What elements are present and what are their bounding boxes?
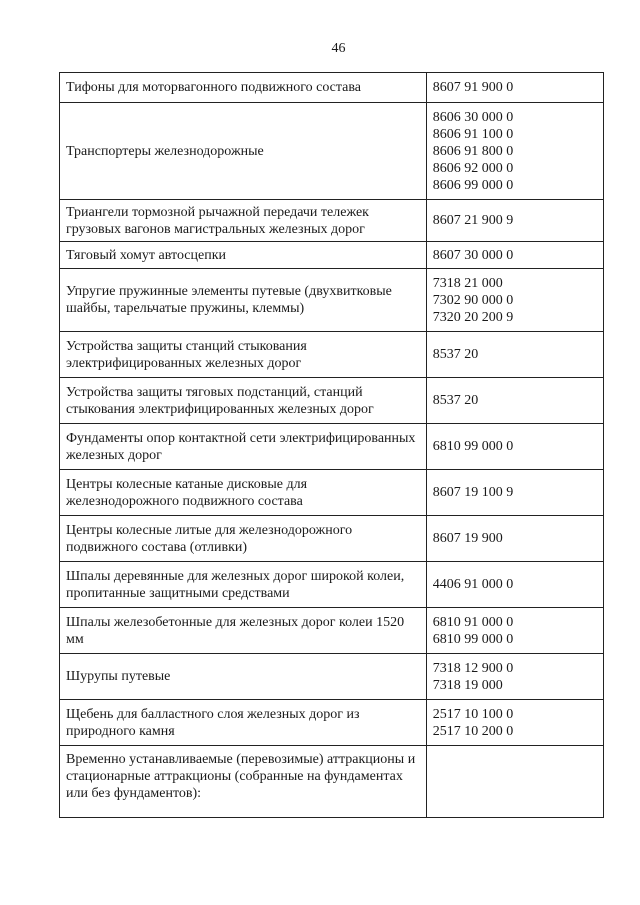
item-codes — [426, 562, 603, 608]
item-name: Тяговый хомут автосцепки — [60, 242, 427, 269]
item-name: Шпалы железобетонные для железных дорог колеи 1520 мм — [60, 608, 427, 654]
table-row — [60, 103, 604, 200]
item-name: Упругие пружинные элементы путевые (двухвитковые шайбы, тарельчатые пружины, клеммы) — [60, 269, 427, 332]
code-value: 8607 19 100 9 — [432, 485, 514, 500]
item-codes — [426, 378, 603, 424]
code-value: 2517 10 200 0 — [432, 723, 514, 739]
code-value: 8606 99 000 0 — [432, 177, 514, 193]
item-codes — [426, 654, 603, 700]
item-name: Триангели тормозной рычажной передачи тележек грузовых вагонов магистральных железных дорог — [60, 200, 427, 242]
item-name: Щебень для балластного слоя железных дорог из природного камня — [60, 700, 427, 746]
code-value: 6810 99 000 0 — [432, 439, 514, 454]
item-codes — [426, 516, 603, 562]
code-value: 7320 20 200 9 — [432, 309, 514, 325]
item-codes — [426, 470, 603, 516]
code-value: 8606 92 000 0 — [432, 160, 514, 176]
item-codes — [426, 269, 603, 332]
table-row — [60, 516, 604, 562]
code-value: 8606 91 800 0 — [432, 143, 514, 159]
table-row — [60, 269, 604, 332]
item-codes — [426, 73, 603, 103]
item-codes — [426, 608, 603, 654]
table-row — [60, 424, 604, 470]
code-value: 8606 91 100 0 — [432, 126, 514, 142]
item-codes — [426, 103, 603, 200]
item-name: Временно устанавливаемые (перевозимые) аттракционы и стационарные аттракционы (собранные на фундаментах или без фундаментов): — [60, 746, 427, 818]
code-value: 8607 19 900 — [432, 531, 503, 546]
item-codes — [426, 424, 603, 470]
code-value: 7318 19 000 — [432, 677, 503, 693]
code-value: 8537 20 — [432, 393, 479, 408]
item-name: Центры колесные катаные дисковые для железнодорожного подвижного состава — [60, 470, 427, 516]
item-name: Шурупы путевые — [60, 654, 427, 700]
code-value: 7318 12 900 0 — [432, 660, 514, 676]
item-name: Шпалы деревянные для железных дорог широкой колеи, пропитанные защитными средствами — [60, 562, 427, 608]
code-value: 8537 20 — [432, 347, 479, 362]
table-row — [60, 470, 604, 516]
item-name: Транспортеры железнодорожные — [60, 103, 427, 200]
code-value: 8607 21 900 9 — [432, 213, 514, 228]
code-value: 8607 91 900 0 — [432, 80, 514, 95]
code-value: 7302 90 000 0 — [432, 292, 514, 308]
item-name: Устройства защиты тяговых подстанций, станций стыкования электрифицированных железных дорог — [60, 378, 427, 424]
table-row — [60, 654, 604, 700]
code-value: 6810 91 000 0 — [432, 614, 514, 630]
item-codes — [426, 200, 603, 242]
item-codes — [426, 746, 603, 818]
item-codes — [426, 242, 603, 269]
table-row — [60, 746, 604, 818]
table-row — [60, 700, 604, 746]
item-name: Тифоны для моторвагонного подвижного состава — [60, 73, 427, 103]
table-row — [60, 562, 604, 608]
table-row — [60, 73, 604, 103]
item-name: Фундаменты опор контактной сети электрифицированных железных дорог — [60, 424, 427, 470]
item-codes — [426, 700, 603, 746]
code-value: 6810 99 000 0 — [432, 631, 514, 647]
item-name: Устройства защиты станций стыкования электрифицированных железных дорог — [60, 332, 427, 378]
code-value: 7318 21 000 — [432, 275, 503, 291]
code-value: 8606 30 000 0 — [432, 109, 514, 125]
code-value: 4406 91 000 0 — [432, 577, 514, 592]
page-number: 46 — [331, 41, 346, 56]
table-row — [60, 378, 604, 424]
code-value: 8607 30 000 0 — [432, 247, 514, 263]
table-row — [60, 242, 604, 269]
code-value: 2517 10 100 0 — [432, 706, 514, 722]
item-codes — [426, 332, 603, 378]
item-name: Центры колесные литые для железнодорожного подвижного состава (отливки) — [60, 516, 427, 562]
table-row — [60, 608, 604, 654]
goods-table — [59, 72, 604, 818]
table-row — [60, 200, 604, 242]
table-row — [60, 332, 604, 378]
